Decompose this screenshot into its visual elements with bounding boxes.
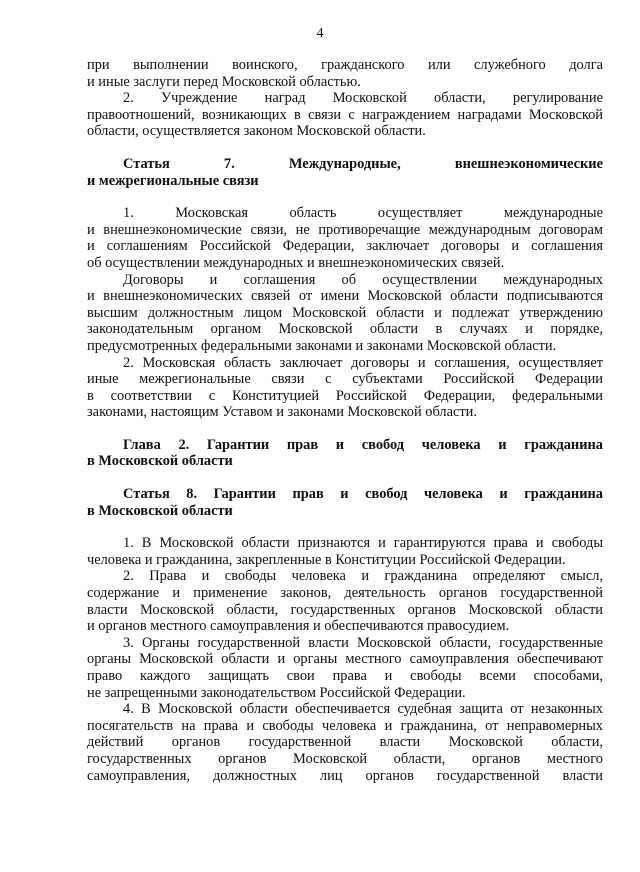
text-line: 2. Московская область заключает договоры и соглашения, осуществляет: [123, 354, 603, 371]
chapter-2-heading: [87, 437, 603, 470]
text-line: и иные заслуги перед Московской областью.: [87, 73, 361, 90]
text-line: посягательств на права и свободы человека и гражданина, от неправомерных: [87, 717, 603, 734]
article-7-paragraph-1: [87, 205, 603, 271]
text-line: в соответствии с Конституцией Российской Федерации, федеральными: [87, 387, 603, 404]
text-line: 2. Права и свободы человека и гражданина определяют смысл,: [123, 568, 603, 585]
text-line: об осуществлении международных и внешнеэкономических связей.: [87, 254, 505, 271]
text-line: высшим должностным лицом Московской области и подлежат утверждению: [87, 304, 603, 321]
text-line: Договоры и соглашения об осуществлении международных: [123, 271, 603, 288]
text-line: 4. В Московской области обеспечивается судебная защита от незаконных: [123, 701, 603, 718]
article-8-paragraph-3: [87, 635, 603, 701]
text-line: и органов местного самоуправления и обеспечиваются правосудием.: [87, 618, 510, 635]
text-line: не запрещенными законодательством Российской Федерации.: [87, 684, 466, 701]
text-line: человека и гражданина, закрепленные в Конституции Российской Федерации.: [87, 551, 566, 568]
text-line: право каждого защищать свои права и свободы всеми способами,: [87, 668, 603, 684]
text-line: государственных органов Московской области, органов местного: [87, 750, 603, 767]
text-line: 1. Московская область осуществляет международные: [123, 205, 603, 222]
article-8-paragraph-1: [87, 535, 603, 568]
text-line: самоуправления, должностных лиц органов государственной власти: [87, 767, 603, 784]
text-line: правоотношений, возникающих в связи с награждением наградами Московской: [87, 106, 603, 123]
text-line: органы Московской области и органы местного самоуправления обеспечивают: [87, 651, 603, 668]
heading-line: Глава 2. Гарантии прав и свобод человека и гражданина: [123, 436, 603, 453]
text-line: области, осуществляется законом Московской области.: [87, 123, 426, 140]
paragraph-awards-continuation: [87, 57, 603, 90]
text-line: и соглашениям Российской Федерации, заключает договоры и соглашения: [87, 238, 603, 255]
text-line: 1. В Московской области признаются и гарантируются права и свободы: [123, 535, 603, 552]
text-line: власти Московской области, государственных органов Московской области: [87, 601, 603, 618]
article-8-heading: [87, 486, 603, 519]
heading-line: в Московской области: [87, 453, 233, 470]
paragraph-awards-2: [87, 90, 603, 140]
text-line: при выполнении воинского, гражданского или служебного долга: [87, 57, 603, 73]
text-line: иные межрегиональные связи с субъектами Российской Федерации: [87, 371, 603, 388]
article-7-paragraph-2: [87, 355, 603, 421]
text-line: действий органов государственной власти Московской области,: [87, 734, 603, 751]
article-8-paragraph-4: [87, 701, 603, 784]
heading-line: и межрегиональные связи: [87, 172, 259, 189]
article-7-heading: [87, 156, 603, 189]
heading-line: в Московской области: [87, 502, 233, 519]
page-number: 4: [316, 26, 324, 41]
document-body: [87, 57, 603, 784]
text-line: 3. Органы государственной власти Московской области, государственные: [123, 634, 603, 651]
text-line: законодательным органом Московской области в случаях и порядке,: [87, 321, 603, 338]
text-line: и внешнеэкономические связи, не противоречащие международным договорам: [87, 221, 603, 238]
text-line: предусмотренных федеральными законами и законами Московской области.: [87, 337, 557, 354]
text-line: законами, настоящим Уставом и законами Московской области.: [87, 404, 477, 421]
article-8-paragraph-2: [87, 568, 603, 634]
text-line: 2. Учреждение наград Московской области, регулирование: [123, 90, 603, 107]
article-7-paragraph-1b: [87, 272, 603, 355]
heading-line: Статья 7. Международные, внешнеэкономические: [123, 155, 603, 172]
text-line: и внешнеэкономических связей от имени Московской области подписываются: [87, 288, 603, 305]
heading-line: Статья 8. Гарантии прав и свобод человека и гражданина: [123, 486, 603, 503]
text-line: содержание и применение законов, деятельность органов государственной: [87, 585, 603, 602]
